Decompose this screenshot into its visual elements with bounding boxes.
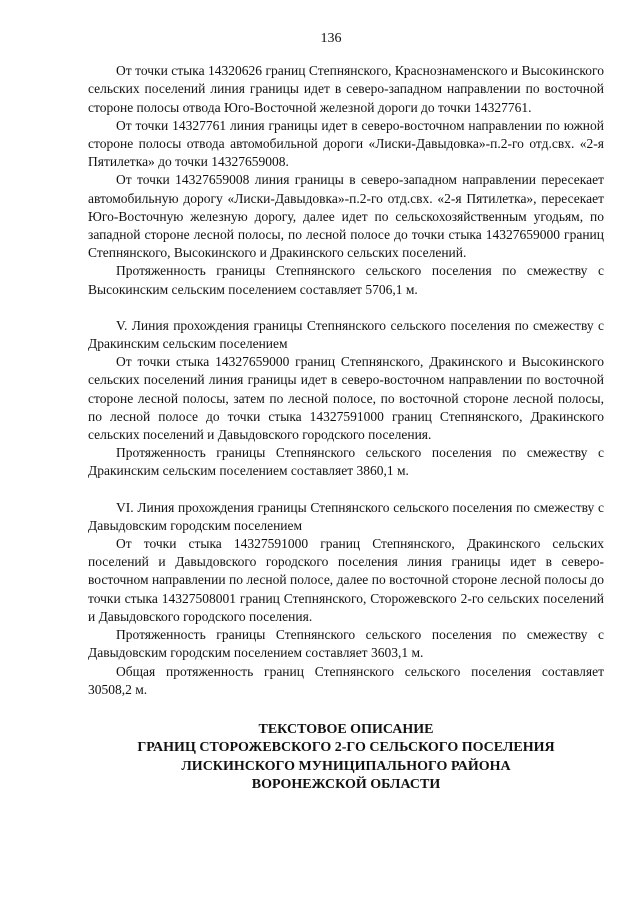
page-number: 136 bbox=[320, 31, 342, 46]
section-6-paragraph-3: Общая протяженность границ Степнянского сельского поселения составляет 30508,2 м. bbox=[88, 663, 604, 697]
title-line-1: ТЕКСТОВОЕ ОПИСАНИЕ bbox=[258, 721, 434, 737]
title-line-2: ГРАНИЦ СТОРОЖЕВСКОГО 2-ГО СЕЛЬСКОГО ПОСЕЛЕНИЯ bbox=[137, 740, 555, 756]
section-5-paragraph-1: От точки стыка 14327659000 границ Степнянского, Дракинского и Высокинского сельских поселений линия границы идет в северо-восточном направлении по восточной стороне лесной полосы, затем по лесной полосе, по восточной стороне лесной полосы, по лесной полосе до точки стыка 14327591000 границ Степнянского, Дракинского сельских поселений и Давыдовского городского поселения. bbox=[88, 354, 604, 443]
paragraph-3: От точки 14327659008 линия границы в северо-западном направлении пересекает автомобильную дорогу «Лиски-Давыдовка»-п.2-го отд.свх. «2-я Пятилетка», пересекает Юго-Восточную железную дорогу, далее идет по сельскохозяйственным угодьям, по западной стороне лесной полосы, по лесной полосе до точки стыка 14327659000 границ Степнянского, Высокинского и Дракинского сельских поселений. bbox=[88, 172, 604, 261]
title-line-3: ЛИСКИНСКОГО МУНИЦИПАЛЬНОГО РАЙОНА bbox=[181, 758, 511, 774]
section-6-paragraph-2: Протяженность границы Степнянского сельского поселения по смежеству с Давыдовским городским поселением составляет 3603,1 м. bbox=[88, 627, 604, 661]
paragraph-4: Протяженность границы Степнянского сельского поселения по смежеству с Высокинским сельским поселением составляет 5706,1 м. bbox=[88, 263, 604, 297]
paragraph-1: От точки стыка 14320626 границ Степнянского, Краснознаменского и Высокинского сельских поселений линия границы идет в северо-западном направлении по восточной стороне полосы отвода Юго-Восточной железной дороги до точки 14327761. bbox=[88, 63, 604, 115]
document-title bbox=[88, 721, 604, 795]
section-6-heading: VI. Линия прохождения границы Степнянского сельского поселения по смежеству с Давыдовским городским поселением bbox=[88, 499, 604, 533]
section-5-heading: V. Линия прохождения границы Степнянского сельского поселения по смежеству с Дракинским сельским поселением bbox=[88, 317, 604, 352]
title-line-4: ВОРОНЕЖСКОЙ ОБЛАСТИ bbox=[251, 777, 441, 793]
paragraph-2: От точки 14327761 линия границы идет в северо-восточном направлении по южной стороне полосы отвода автомобильной дороги «Лиски-Давыдовка»-п.2-го отд.свх. «2-я Пятилетка» до точки 14327659008. bbox=[88, 117, 604, 170]
section-6-paragraph-1: От точки стыка 14327591000 границ Степнянского, Дракинского сельских поселений и Давыдовского городского поселения линия границы идет в северо-восточном направлении по лесной полосе, далее по восточной стороне лесной полосы до точки стыка 14327508001 границ Степнянского, Сторожевского 2-го сельских поселений и Давыдовского городского поселения. bbox=[88, 536, 604, 624]
section-5-paragraph-2: Протяженность границы Степнянского сельского поселения по смежеству с Дракинским сельским поселением составляет 3860,1 м. bbox=[88, 445, 604, 479]
